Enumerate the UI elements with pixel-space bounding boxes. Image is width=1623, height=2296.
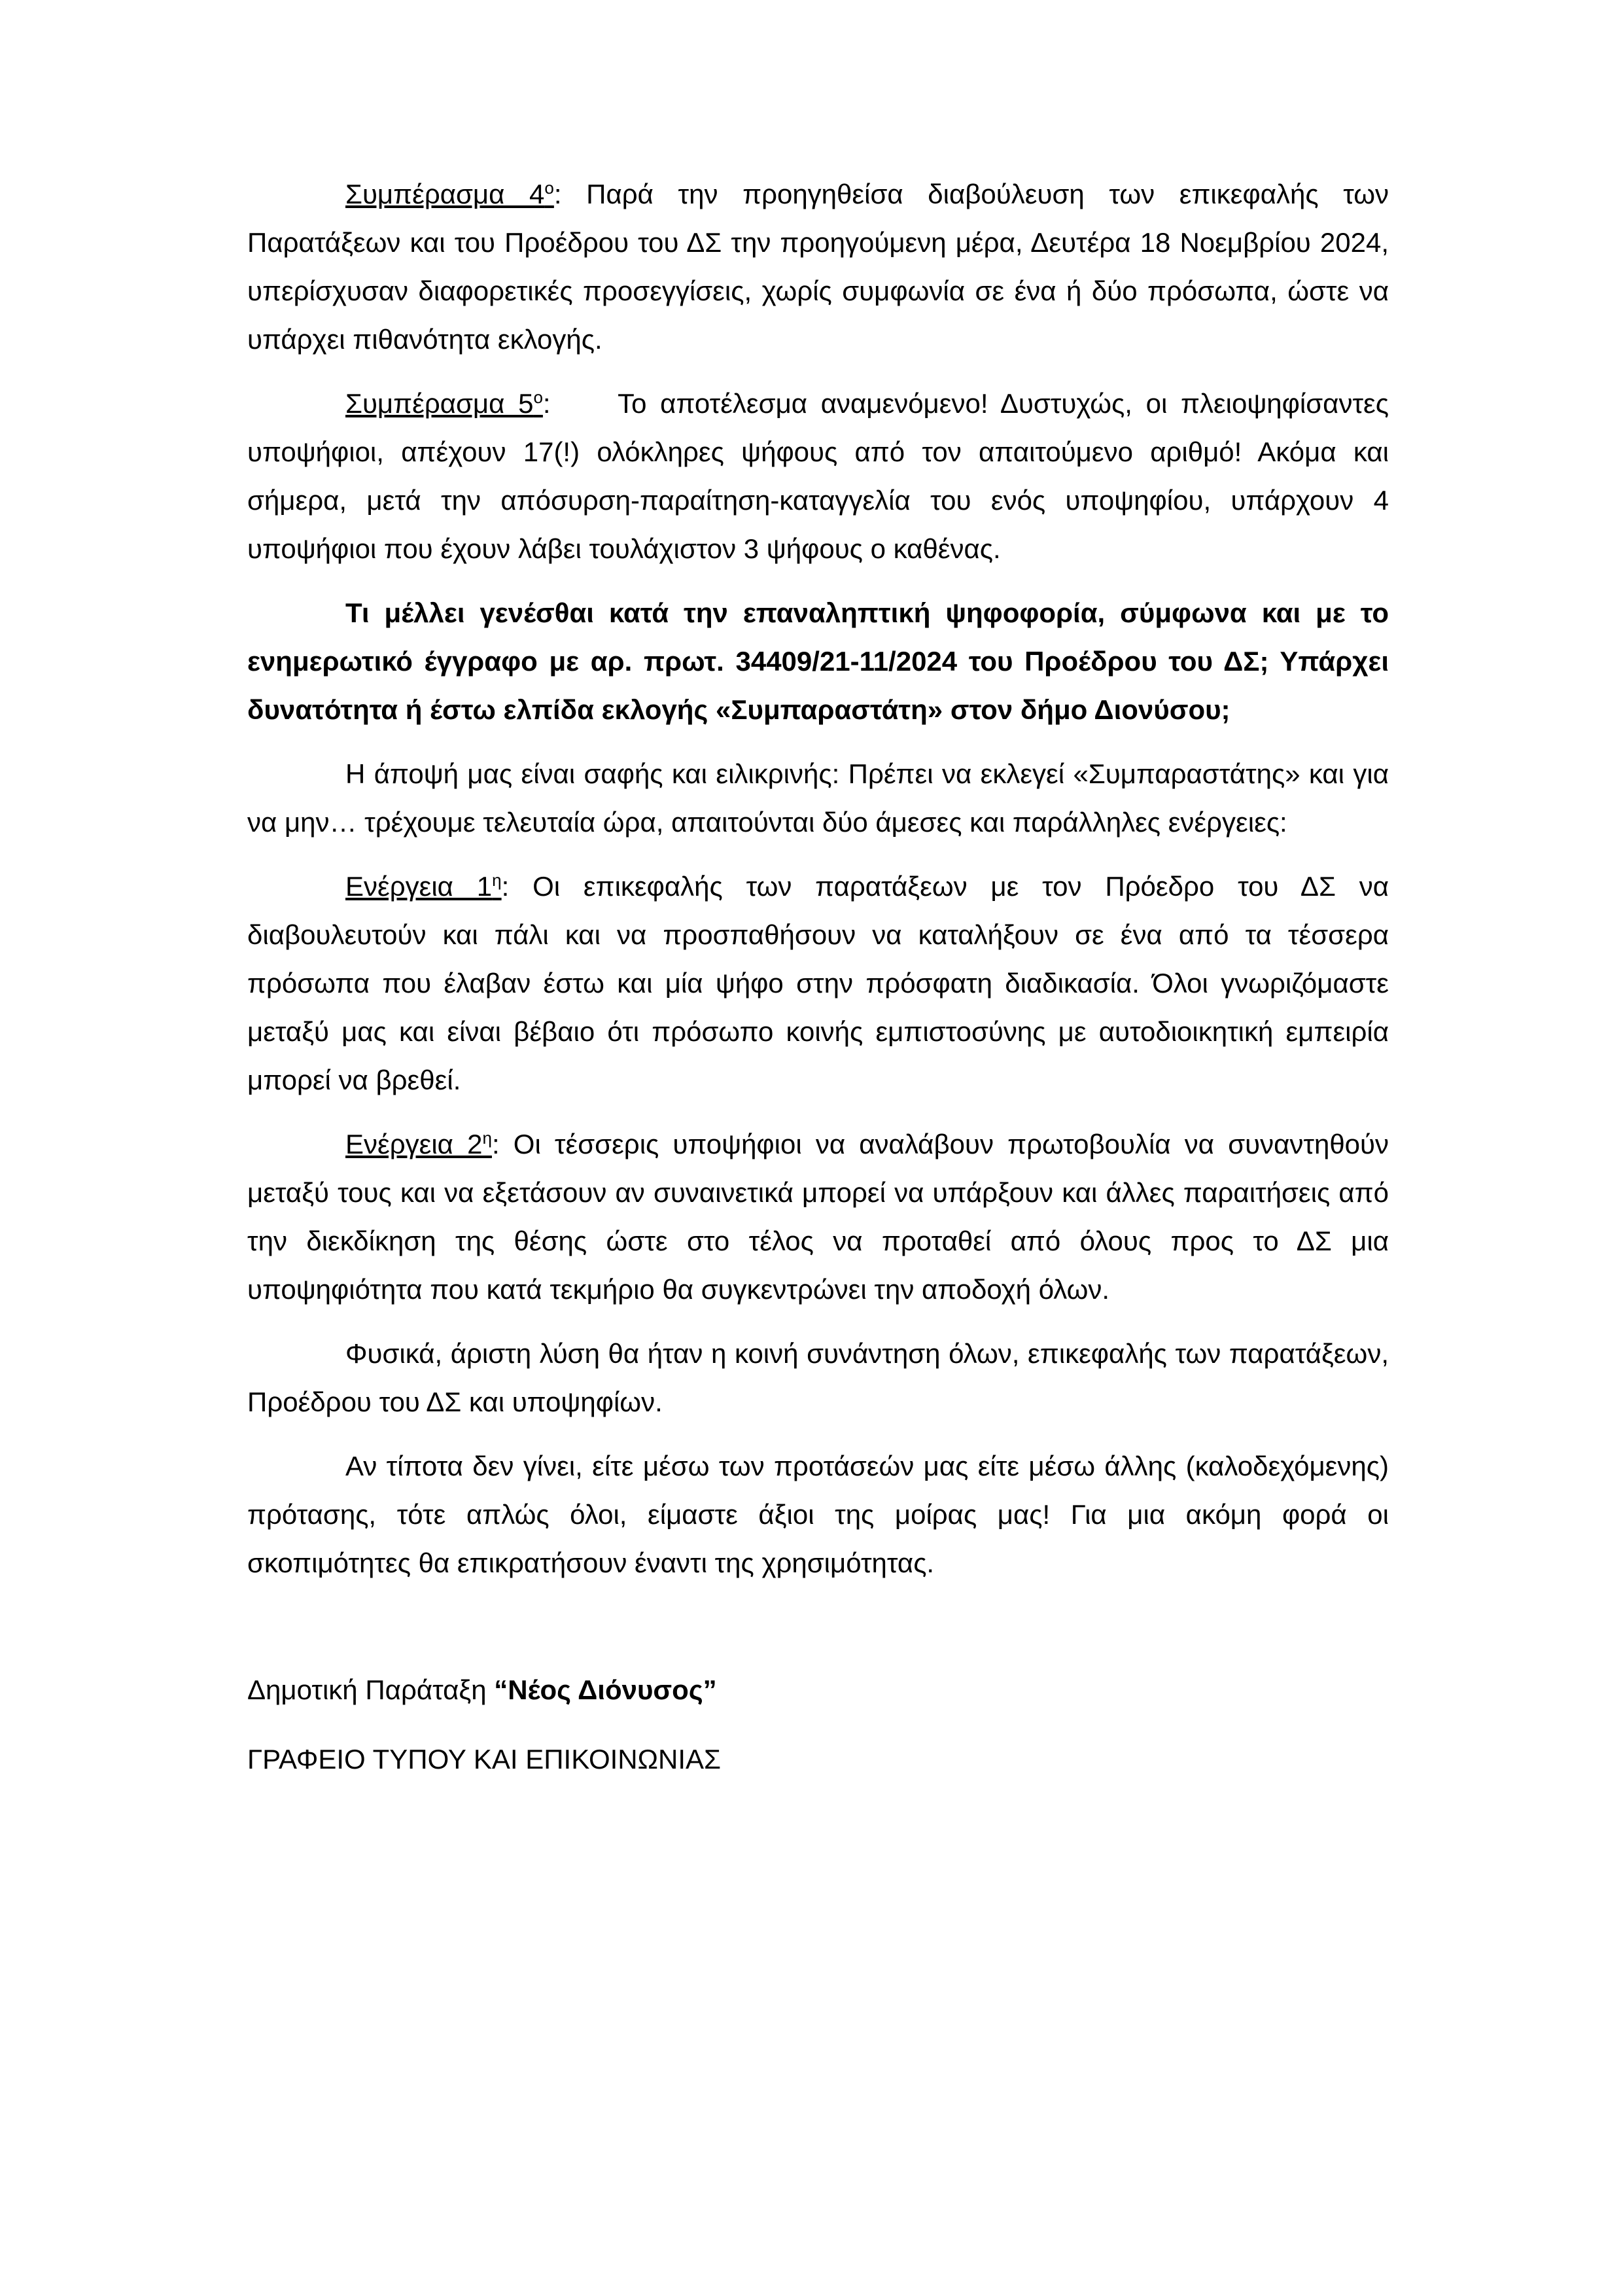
conclusion-4-paragraph xyxy=(247,170,1389,364)
document-body xyxy=(247,170,1397,1805)
question-paragraph: Τι μέλλει γενέσθαι κατά την επαναληπτική ψηφοφορία, σύμφωνα και με το ενημερωτικό έγγραφο με αρ. πρωτ. 34409/21-11/2024 του Προέδρου του ΔΣ; Υπάρχει δυνατότητα ή έστω ελπίδα εκλογής «Συμπαραστάτη» στον δήμο Διονύσου; xyxy=(247,597,1389,725)
signature-spacer xyxy=(247,1603,1389,1666)
action-1-text: : Οι επικεφαλής των παρατάξεων με τον Πρόεδρο του ΔΣ να διαβουλευτούν και πάλι και να προσπαθήσουν να καταλήξουν σε ένα από τα τέσσερα πρόσωπα που έλαβαν έστω και μία ψήφο στην πρόσφατη διαδικασία. Όλοι γνωριζόμαστε μεταξύ μας και είναι βέβαιο ότι πρόσωπο κοινής εμπιστοσύνης με αυτοδιοικητική εμπειρία μπορεί να βρεθεί. xyxy=(247,871,1389,1095)
solution-paragraph: Φυσικά, άριστη λύση θα ήταν η κοινή συνάντηση όλων, επικεφαλής των παρατάξεων, Προέδρου του ΔΣ και υποψηφίων. xyxy=(247,1338,1389,1417)
conclusion-4-superscript: ο xyxy=(544,178,554,198)
action-1-label: Ενέργεια $1^\eta$ xyxy=(345,870,502,902)
conclusion-5-text: : Το αποτέλεσμα αναμενόμενο! Δυστυχώς, οι πλειοψηφίσαντες υποψήφιοι, απέχουν 17(!) ολόκληρες ψήφους από τον απαιτούμενο αριθμό! Ακόμα και σήμερα, μετά την απόσυρση-παραίτηση-καταγγελία του ενός υποψηφίου, υπάρχουν 4 υποψήφιοι που έχουν λάβει τουλάχιστον 3 ψήφους ο καθένας. xyxy=(247,388,1397,564)
conclusion-4-label: Συμπέρασμα $4^o$ xyxy=(345,178,554,209)
signature-party-name: “Νέος Διόνυσος” xyxy=(494,1674,717,1705)
action-2-label: Ενέργεια $2^\eta$ xyxy=(345,1128,492,1159)
signature-prefix: Δημοτική Παράταξη xyxy=(247,1674,495,1705)
closing-paragraph: Αν τίποτα δεν γίνει, είτε μέσω των προτάσεών μας είτε μέσω άλλης (καλοδεχόμενης) πρότασης, τότε απλώς όλοι, είμαστε άξιοι της μοίρας μας! Για μια ακόμη φορά οι σκοπιμότητες θα επικρατήσουν έναντι της χρησιμότητας. xyxy=(247,1451,1389,1578)
view-paragraph: Η άποψή μας είναι σαφής και ειλικρινής: Πρέπει να εκλεγεί «Συμπαραστάτης» και για να μην… τρέχουμε τελευταία ώρα, απαιτούνται δύο άμεσες και παράλληλες ενέργειες: xyxy=(247,758,1389,838)
conclusion-5-label: Συμπέρασμα $5^o$ xyxy=(345,387,543,419)
signature-office: ΓΡΑΦΕΙΟ ΤΥΠΟΥ ΚΑΙ ΕΠΙΚΟΙΝΩΝΙΑΣ xyxy=(247,1744,721,1775)
action-2-text: : Οι τέσσερις υποψήφιοι να αναλάβουν πρωτοβουλία να συναντηθούν μεταξύ τους και να εξετάσουν αν συναινετικά μπορεί να υπάρξουν και άλλες παραιτήσεις από την διεκδίκηση της θέσης ώστε στο τέλος να προταθεί από όλους προς το ΔΣ μια υποψηφιότητα που κατά τεκμήριο θα συγκεντρώνει την αποδοχή όλων. xyxy=(247,1129,1389,1305)
action-2-superscript: η xyxy=(482,1128,492,1148)
action-1-superscript: η xyxy=(492,870,502,890)
action-2-paragraph xyxy=(247,1120,1389,1314)
conclusion-5-superscript: ο xyxy=(533,387,543,407)
conclusion-4-text: : Παρά την προηγηθείσα διαβούλευση των επικεφαλής των Παρατάξεων και του Προέδρου του ΔΣ την προηγούμενη μέρα, Δευτέρα 18 Νοεμβρίου 2024, υπερίσχυσαν διαφορετικές προσεγγίσεις, χωρίς συμφωνία σε ένα ή δύο πρόσωπα, ώστε να υπάρχει πιθανότητα εκλογής. xyxy=(247,179,1389,355)
signature-line xyxy=(247,1666,1389,1714)
action-1-paragraph xyxy=(247,862,1389,1104)
conclusion-5-paragraph xyxy=(247,380,1397,573)
